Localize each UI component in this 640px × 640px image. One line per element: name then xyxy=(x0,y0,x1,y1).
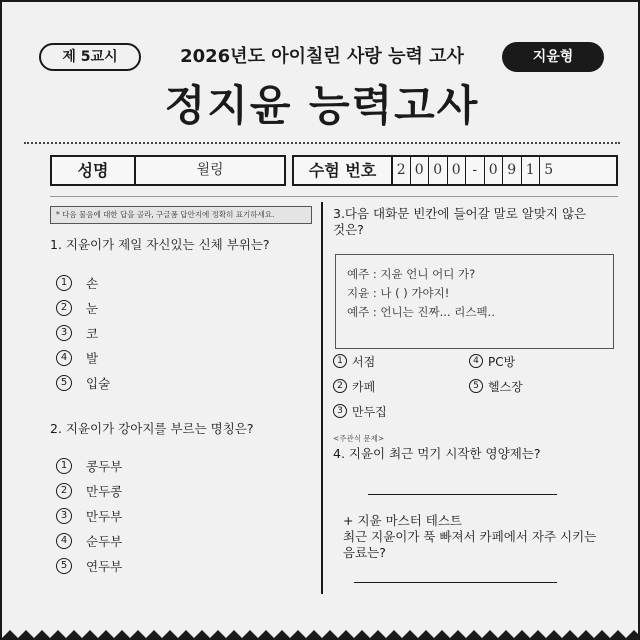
exam-number-digit: 5 xyxy=(539,157,558,184)
q2-option-4[interactable] xyxy=(56,532,122,550)
q3-option-5[interactable] xyxy=(469,377,523,395)
type-badge: 지윤형 xyxy=(502,42,604,72)
page-title: 정지윤 능력고사 xyxy=(164,81,480,130)
answer-line[interactable] xyxy=(368,494,557,495)
option-number: 5 xyxy=(56,558,72,574)
name-box xyxy=(50,155,286,186)
name-label: 성명 xyxy=(52,157,136,184)
option-number: 1 xyxy=(333,354,347,368)
bonus-question xyxy=(343,513,618,561)
option-number: 2 xyxy=(56,483,72,499)
q2-option-1[interactable] xyxy=(56,457,122,475)
option-number: 5 xyxy=(56,375,72,391)
period-badge: 제 5교시 xyxy=(39,43,141,71)
exam-number-digit: - xyxy=(465,157,484,184)
exam-number-digit: 9 xyxy=(502,157,521,184)
option-label: 손 xyxy=(86,276,99,291)
option-label: 만두집 xyxy=(352,404,387,419)
q1-option-5[interactable] xyxy=(56,374,110,392)
exam-number-digit: 0 xyxy=(410,157,429,184)
question-3-line-2: 것은? xyxy=(333,222,364,237)
q3-option-3[interactable] xyxy=(333,402,387,420)
option-label: 만두콩 xyxy=(86,484,123,499)
option-number: 1 xyxy=(56,458,72,474)
option-number: 4 xyxy=(56,350,72,366)
option-number: 3 xyxy=(56,508,72,524)
option-number: 4 xyxy=(56,533,72,549)
exam-number-label: 수험 번호 xyxy=(308,161,377,180)
subjective-label: <주관식 문제> xyxy=(333,434,385,443)
dialogue-box xyxy=(335,254,614,349)
option-number: 2 xyxy=(333,379,347,393)
option-label: 연두부 xyxy=(86,559,123,574)
q1-option-4[interactable] xyxy=(56,349,98,367)
bonus-title: + 지윤 마스터 테스트 xyxy=(343,513,462,528)
option-number: 5 xyxy=(469,379,483,393)
question-3-line-1: 3.다음 대화문 빈칸에 들어갈 말로 알맞지 않은 xyxy=(333,206,587,221)
q1-option-1[interactable] xyxy=(56,274,98,292)
option-label: 코 xyxy=(86,326,99,341)
question-1: 1. 지윤이가 제일 자신있는 신체 부위는? xyxy=(50,237,270,252)
bonus-line-1: 최근 지윤이가 푹 빠져서 카페에서 자주 시키는 xyxy=(343,529,597,544)
option-number: 1 xyxy=(56,275,72,291)
notice: * 다음 물음에 대한 답을 골라, 구글폼 답안지에 정확히 표기하세요. xyxy=(50,206,312,224)
exam-number-digit: 0 xyxy=(447,157,466,184)
exam-name: 2026년도 아이칠린 사랑 능력 고사 xyxy=(180,46,464,67)
dialogue-line: 예주 : 언니는 진짜... 리스펙.. xyxy=(347,305,495,319)
dialogue-line: 예주 : 지윤 언니 어디 가? xyxy=(347,267,476,281)
option-number: 3 xyxy=(56,325,72,341)
option-label: 입술 xyxy=(86,376,111,391)
option-label: 서점 xyxy=(352,354,376,369)
exam-number-digit: 1 xyxy=(521,157,540,184)
answer-line[interactable] xyxy=(354,582,557,583)
option-number: 3 xyxy=(333,404,347,418)
q2-option-2[interactable] xyxy=(56,482,122,500)
torn-edge xyxy=(2,624,640,638)
divider xyxy=(50,196,618,197)
dialogue-line: 지윤 : 나 ( ) 가야지! xyxy=(347,286,450,300)
q3-option-1[interactable] xyxy=(333,352,375,370)
option-label: 카페 xyxy=(352,379,376,394)
question-4: 4. 지윤이 최근 먹기 시작한 영양제는? xyxy=(333,446,541,461)
option-label: 콩두부 xyxy=(86,459,123,474)
q1-option-3[interactable] xyxy=(56,324,98,342)
name-value: 윌링 xyxy=(196,162,224,178)
bonus-line-2: 음료는? xyxy=(343,545,386,560)
column-divider xyxy=(321,202,323,594)
option-label: 만두부 xyxy=(86,509,123,524)
exam-number-digits xyxy=(391,157,558,184)
q3-option-2[interactable] xyxy=(333,377,375,395)
option-number: 2 xyxy=(56,300,72,316)
question-2: 2. 지윤이가 강아지를 부르는 명칭은? xyxy=(50,421,254,436)
q1-option-2[interactable] xyxy=(56,299,98,317)
option-label: 헬스장 xyxy=(488,379,523,394)
option-label: 발 xyxy=(86,351,99,366)
q2-option-5[interactable] xyxy=(56,557,122,575)
exam-number-digit: 0 xyxy=(484,157,503,184)
q3-option-4[interactable] xyxy=(469,352,515,370)
option-label: 눈 xyxy=(86,301,99,316)
option-label: 순두부 xyxy=(86,534,123,549)
option-label: PC방 xyxy=(488,354,516,369)
divider xyxy=(24,142,620,144)
exam-number-box xyxy=(292,155,618,186)
q2-option-3[interactable] xyxy=(56,507,122,525)
option-number: 4 xyxy=(469,354,483,368)
exam-number-digit: 2 xyxy=(391,157,410,184)
exam-number-digit: 0 xyxy=(428,157,447,184)
